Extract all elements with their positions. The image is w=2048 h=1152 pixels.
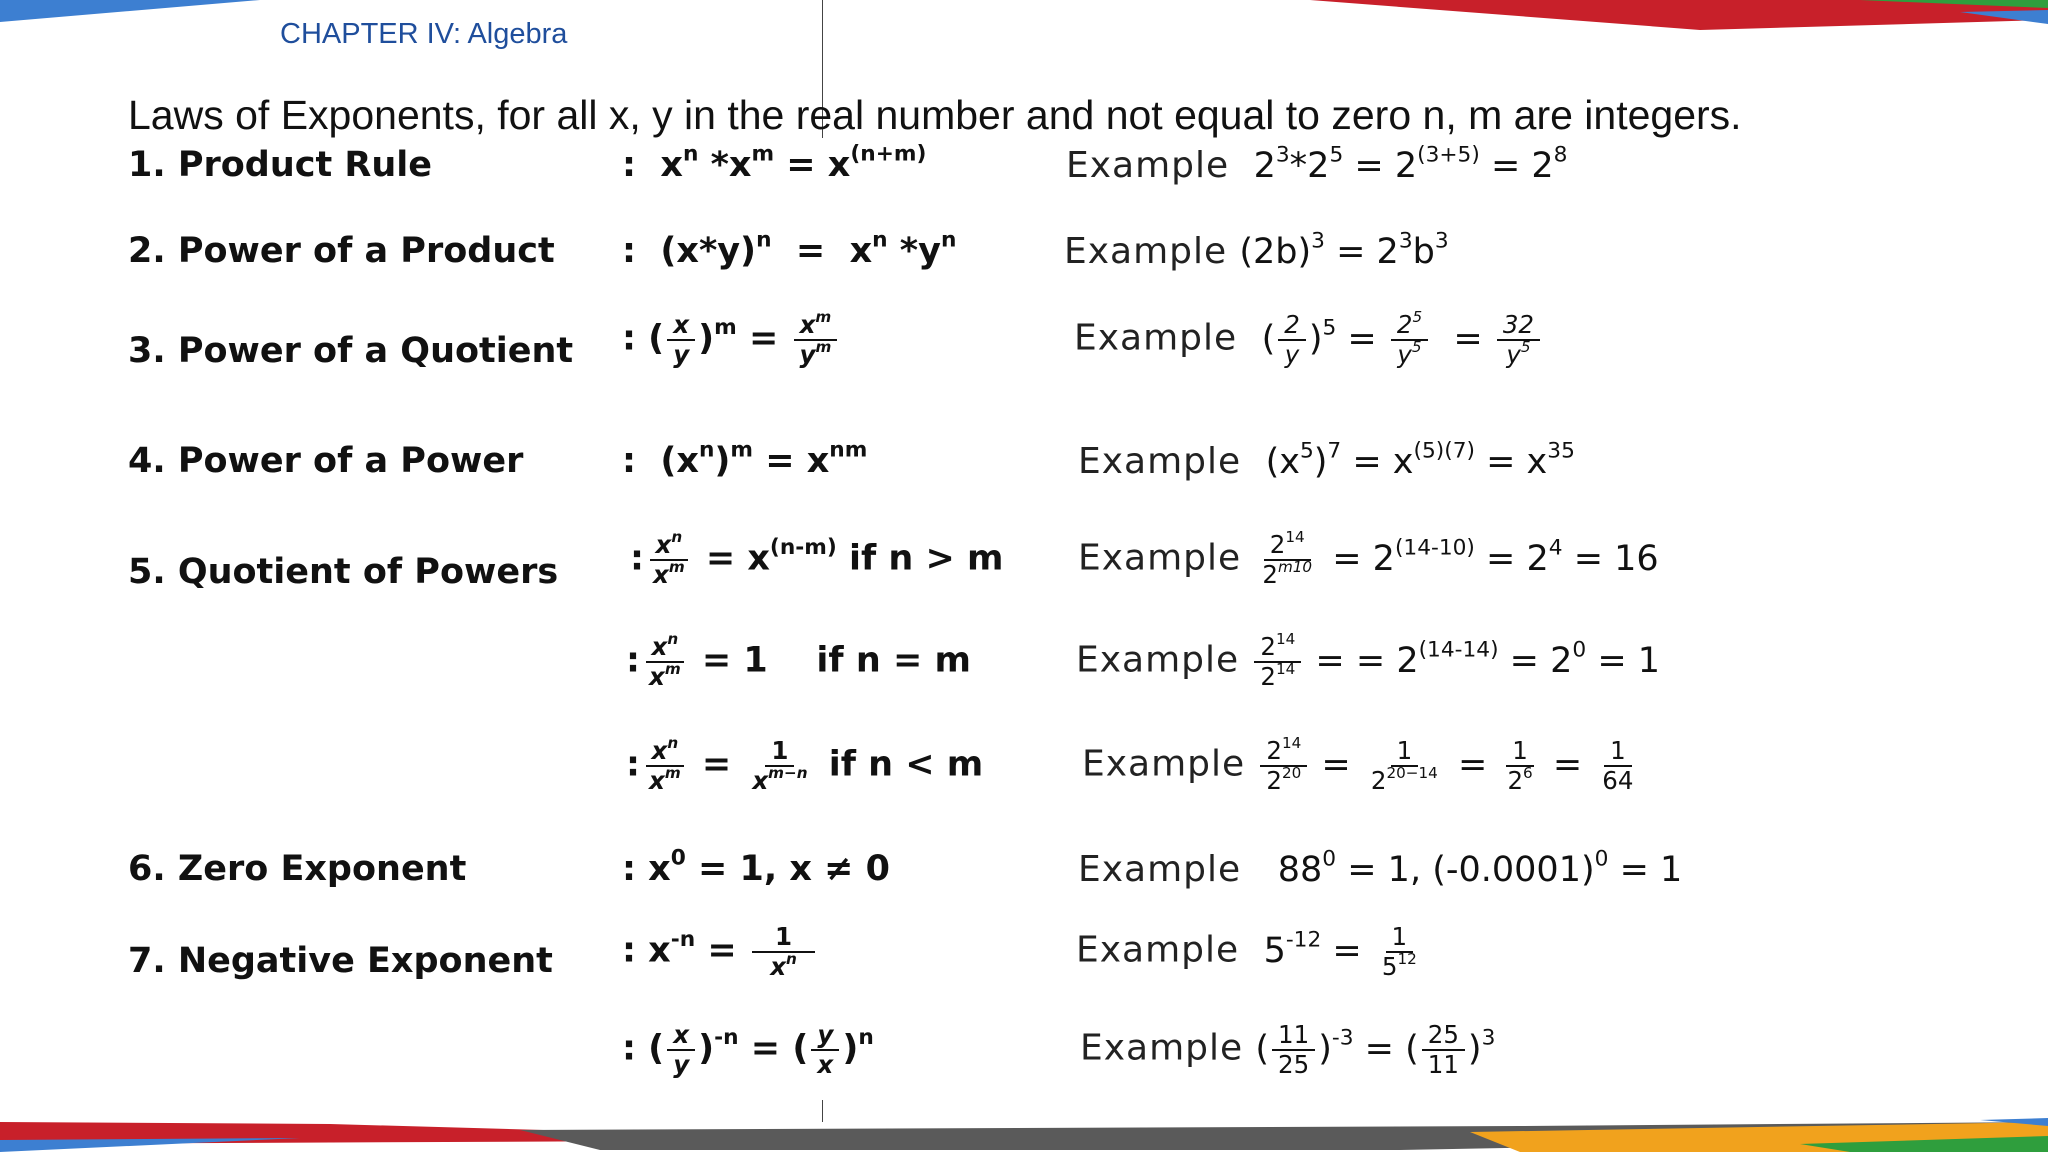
example-label: Example xyxy=(1064,231,1228,272)
rule-name: 7. Negative Exponent xyxy=(128,941,553,981)
rule-example: Example $\frac{2^{14}}{2^{20}}$ = $\frac{1}{2^{20-14}}$ = $\frac{1}{2^6}$ = $\frac{1}{64}$ xyxy=(1082,734,1634,795)
rule-name: 1. Product Rule xyxy=(128,145,433,185)
top-left-blue-stripe xyxy=(0,0,260,22)
rule-example: Example $88^0 = 1$, $(-0.0001)^0 = 1$ xyxy=(1078,846,1683,890)
rule-formula: : $\frac{x^n}{x^m}$ = $x^{(n-m)}$ if n > m xyxy=(630,528,1004,589)
rule-formula: : $\frac{x^n}{x^m}$ = 1 if n = m xyxy=(626,630,971,691)
rule-example: Example ( $\frac{11}{25}$ )$^{-3}$ = ( $\frac{25}{11}$ )$^3$ xyxy=(1080,1020,1496,1079)
rule-formula: : $\frac{x^n}{x^m}$ = $\frac{1}{x^{m-n}}$ if n < m xyxy=(626,734,984,795)
example-label: Example xyxy=(1076,639,1240,681)
intro-text: Laws of Exponents, for all x, y in the real number and not equal to zero n, m are integers. xyxy=(128,92,1742,138)
rule-name: 3. Power of a Quotient xyxy=(128,331,574,371)
rule-formula: : $(x*y)^n = x^n$ $*y^n$ xyxy=(622,227,957,271)
rule-example: Example $\frac{2^{14}}{2^{m10}}$ = $2^{(14-10)} = 2^4 = 16$ xyxy=(1078,528,1659,589)
top-right-red-stripe xyxy=(1310,0,2048,30)
rule-formula: : $x^{-n}$ = $\frac{1}{x^n}$ xyxy=(622,924,818,979)
rule-formula: : $x^0 = 1$, x ≠ 0 xyxy=(622,845,891,889)
rule-formula: : $(x^n)^m = x^{nm}$ xyxy=(622,437,868,481)
divider-line-bottom xyxy=(822,1100,823,1122)
rule-example: Example ( $\frac{2}{y}$ )$^5$ = $\frac{2^5}{y^5}$ = $\frac{32}{y^5}$ xyxy=(1074,312,1543,367)
rule-name: 2. Power of a Product xyxy=(128,231,555,271)
rule-example: Example $(2b)^3 = 2^3b^3$ xyxy=(1064,228,1449,272)
example-label: Example xyxy=(1078,441,1242,482)
rule-formula: : ( $\frac{x}{y}$ )$^{-n}$ = ( $\frac{y}{x}$ )$^n$ xyxy=(622,1020,874,1079)
rule-name: 5. Quotient of Powers xyxy=(128,552,559,592)
example-label: Example xyxy=(1082,743,1246,785)
example-label: Example xyxy=(1066,145,1230,186)
chapter-title: CHAPTER IV: Algebra xyxy=(280,18,568,50)
rule-name: 4. Power of a Power xyxy=(128,441,524,481)
example-label: Example xyxy=(1078,849,1242,890)
rule-name: 6. Zero Exponent xyxy=(128,849,467,889)
example-label: Example xyxy=(1078,537,1242,579)
rule-formula: : ( $\frac{x}{y}$ )$^m$ = $\frac{x^m}{y^m}$ xyxy=(622,312,840,367)
example-label: Example xyxy=(1076,929,1240,971)
rule-formula: : $x^n$ $*x^m = x^{(n+m)}$ xyxy=(622,141,927,185)
example-label: Example xyxy=(1080,1027,1244,1069)
example-label: Example xyxy=(1074,317,1238,359)
rule-example: Example $5^{-12}$ = $\frac{1}{5^{12}}$ xyxy=(1076,922,1417,981)
bottom-blue-stripe xyxy=(0,1138,300,1152)
rule-example: Example $\frac{2^{14}}{2^{14}}$ = = $2^{(14-14)} = 2^0 = 1$ xyxy=(1076,630,1661,691)
rule-example: Example $(x^5)^7 = x^{(5)(7)} = x^{35}$ xyxy=(1078,438,1575,482)
rule-example: Example $2^3*2^5 = 2^{(3+5)} = 2^8$ xyxy=(1066,142,1568,186)
